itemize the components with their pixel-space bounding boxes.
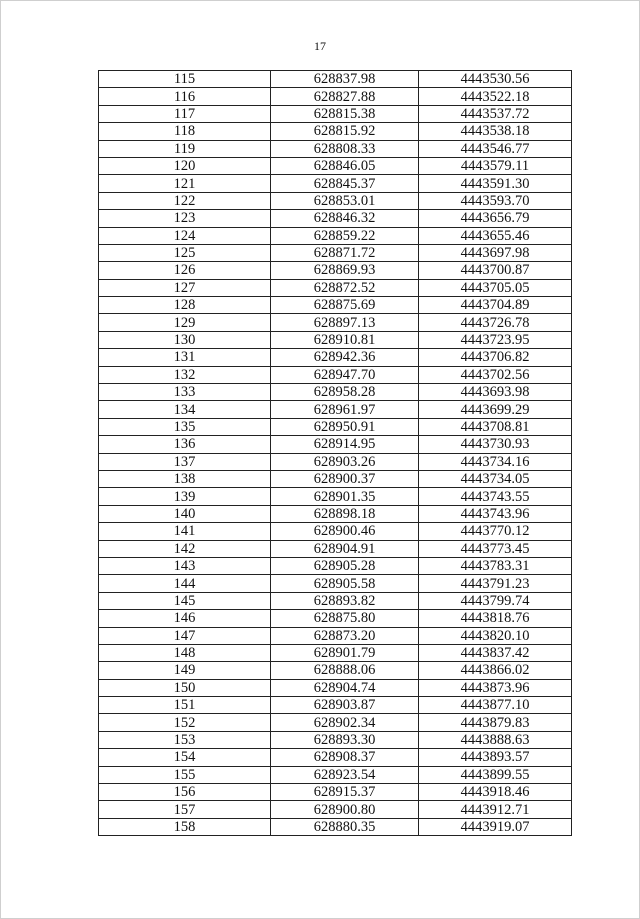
point-number-cell: 140 [99, 505, 271, 522]
point-number-cell: 145 [99, 592, 271, 609]
table-row [99, 210, 572, 227]
x-coordinate-cell: 628888.06 [271, 662, 419, 679]
x-coordinate-cell: 628897.13 [271, 314, 419, 331]
table-row [99, 575, 572, 592]
page-number: 17 [314, 39, 326, 53]
y-coordinate-cell: 4443705.05 [419, 279, 572, 296]
point-number-cell: 116 [99, 88, 271, 105]
table-row [99, 279, 572, 296]
x-coordinate-cell: 628871.72 [271, 244, 419, 261]
y-coordinate-cell: 4443743.96 [419, 505, 572, 522]
y-coordinate-cell: 4443873.96 [419, 679, 572, 696]
y-coordinate-cell: 4443593.70 [419, 192, 572, 209]
table-row [99, 627, 572, 644]
x-coordinate-cell: 628859.22 [271, 227, 419, 244]
point-number-cell: 158 [99, 818, 271, 835]
x-coordinate-cell: 628808.33 [271, 140, 419, 157]
point-number-cell: 118 [99, 123, 271, 140]
y-coordinate-cell: 4443818.76 [419, 610, 572, 627]
x-coordinate-cell: 628908.37 [271, 749, 419, 766]
x-coordinate-cell: 628901.35 [271, 488, 419, 505]
x-coordinate-cell: 628915.37 [271, 784, 419, 801]
y-coordinate-cell: 4443773.45 [419, 540, 572, 557]
x-coordinate-cell: 628961.97 [271, 401, 419, 418]
table-row [99, 71, 572, 88]
y-coordinate-cell: 4443538.18 [419, 123, 572, 140]
x-coordinate-cell: 628900.37 [271, 470, 419, 487]
point-number-cell: 150 [99, 679, 271, 696]
x-coordinate-cell: 628846.05 [271, 157, 419, 174]
table-row [99, 557, 572, 574]
point-number-cell: 135 [99, 418, 271, 435]
x-coordinate-cell: 628827.88 [271, 88, 419, 105]
coordinates-table-body [99, 71, 572, 836]
x-coordinate-cell: 628947.70 [271, 366, 419, 383]
point-number-cell: 122 [99, 192, 271, 209]
point-number-cell: 138 [99, 470, 271, 487]
point-number-cell: 119 [99, 140, 271, 157]
x-coordinate-cell: 628837.98 [271, 71, 419, 88]
table-row [99, 766, 572, 783]
x-coordinate-cell: 628875.69 [271, 297, 419, 314]
y-coordinate-cell: 4443783.31 [419, 557, 572, 574]
table-row [99, 401, 572, 418]
y-coordinate-cell: 4443656.79 [419, 210, 572, 227]
table-row [99, 697, 572, 714]
x-coordinate-cell: 628880.35 [271, 818, 419, 835]
y-coordinate-cell: 4443743.55 [419, 488, 572, 505]
table-row [99, 801, 572, 818]
point-number-cell: 143 [99, 557, 271, 574]
y-coordinate-cell: 4443546.77 [419, 140, 572, 157]
y-coordinate-cell: 4443579.11 [419, 157, 572, 174]
point-number-cell: 152 [99, 714, 271, 731]
point-number-cell: 129 [99, 314, 271, 331]
x-coordinate-cell: 628900.80 [271, 801, 419, 818]
table-row [99, 644, 572, 661]
y-coordinate-cell: 4443700.87 [419, 262, 572, 279]
table-row [99, 105, 572, 122]
table-row [99, 331, 572, 348]
table-row [99, 488, 572, 505]
x-coordinate-cell: 628875.80 [271, 610, 419, 627]
y-coordinate-cell: 4443820.10 [419, 627, 572, 644]
table-row [99, 505, 572, 522]
y-coordinate-cell: 4443866.02 [419, 662, 572, 679]
table-row [99, 662, 572, 679]
point-number-cell: 141 [99, 523, 271, 540]
point-number-cell: 115 [99, 71, 271, 88]
point-number-cell: 124 [99, 227, 271, 244]
point-number-cell: 139 [99, 488, 271, 505]
x-coordinate-cell: 628942.36 [271, 349, 419, 366]
point-number-cell: 136 [99, 436, 271, 453]
x-coordinate-cell: 628914.95 [271, 436, 419, 453]
point-number-cell: 154 [99, 749, 271, 766]
table-row [99, 731, 572, 748]
y-coordinate-cell: 4443530.56 [419, 71, 572, 88]
y-coordinate-cell: 4443912.71 [419, 801, 572, 818]
y-coordinate-cell: 4443918.46 [419, 784, 572, 801]
table-row [99, 262, 572, 279]
table-row [99, 714, 572, 731]
y-coordinate-cell: 4443591.30 [419, 175, 572, 192]
point-number-cell: 120 [99, 157, 271, 174]
table-row [99, 88, 572, 105]
table-row [99, 175, 572, 192]
y-coordinate-cell: 4443730.93 [419, 436, 572, 453]
x-coordinate-cell: 628815.92 [271, 123, 419, 140]
point-number-cell: 149 [99, 662, 271, 679]
point-number-cell: 130 [99, 331, 271, 348]
point-number-cell: 117 [99, 105, 271, 122]
x-coordinate-cell: 628815.38 [271, 105, 419, 122]
table-row [99, 123, 572, 140]
point-number-cell: 127 [99, 279, 271, 296]
x-coordinate-cell: 628923.54 [271, 766, 419, 783]
x-coordinate-cell: 628950.91 [271, 418, 419, 435]
x-coordinate-cell: 628846.32 [271, 210, 419, 227]
y-coordinate-cell: 4443697.98 [419, 244, 572, 261]
x-coordinate-cell: 628853.01 [271, 192, 419, 209]
point-number-cell: 133 [99, 384, 271, 401]
table-row [99, 818, 572, 835]
x-coordinate-cell: 628905.58 [271, 575, 419, 592]
coordinates-table [98, 70, 572, 836]
table-row [99, 470, 572, 487]
table-row [99, 140, 572, 157]
y-coordinate-cell: 4443734.05 [419, 470, 572, 487]
table-row [99, 436, 572, 453]
y-coordinate-cell: 4443888.63 [419, 731, 572, 748]
point-number-cell: 148 [99, 644, 271, 661]
x-coordinate-cell: 628869.93 [271, 262, 419, 279]
x-coordinate-cell: 628893.82 [271, 592, 419, 609]
table-row [99, 592, 572, 609]
y-coordinate-cell: 4443723.95 [419, 331, 572, 348]
table-row [99, 418, 572, 435]
point-number-cell: 126 [99, 262, 271, 279]
point-number-cell: 137 [99, 453, 271, 470]
y-coordinate-cell: 4443893.57 [419, 749, 572, 766]
x-coordinate-cell: 628903.26 [271, 453, 419, 470]
x-coordinate-cell: 628958.28 [271, 384, 419, 401]
y-coordinate-cell: 4443522.18 [419, 88, 572, 105]
point-number-cell: 142 [99, 540, 271, 557]
y-coordinate-cell: 4443706.82 [419, 349, 572, 366]
x-coordinate-cell: 628900.46 [271, 523, 419, 540]
y-coordinate-cell: 4443879.83 [419, 714, 572, 731]
x-coordinate-cell: 628872.52 [271, 279, 419, 296]
table-row [99, 453, 572, 470]
point-number-cell: 125 [99, 244, 271, 261]
y-coordinate-cell: 4443702.56 [419, 366, 572, 383]
point-number-cell: 156 [99, 784, 271, 801]
point-number-cell: 123 [99, 210, 271, 227]
table-row [99, 540, 572, 557]
table-row [99, 610, 572, 627]
table-row [99, 227, 572, 244]
table-row [99, 192, 572, 209]
point-number-cell: 157 [99, 801, 271, 818]
point-number-cell: 128 [99, 297, 271, 314]
point-number-cell: 132 [99, 366, 271, 383]
y-coordinate-cell: 4443693.98 [419, 384, 572, 401]
y-coordinate-cell: 4443655.46 [419, 227, 572, 244]
point-number-cell: 144 [99, 575, 271, 592]
point-number-cell: 134 [99, 401, 271, 418]
x-coordinate-cell: 628845.37 [271, 175, 419, 192]
y-coordinate-cell: 4443708.81 [419, 418, 572, 435]
y-coordinate-cell: 4443726.78 [419, 314, 572, 331]
y-coordinate-cell: 4443537.72 [419, 105, 572, 122]
point-number-cell: 131 [99, 349, 271, 366]
y-coordinate-cell: 4443704.89 [419, 297, 572, 314]
point-number-cell: 147 [99, 627, 271, 644]
table-row [99, 784, 572, 801]
point-number-cell: 121 [99, 175, 271, 192]
x-coordinate-cell: 628873.20 [271, 627, 419, 644]
x-coordinate-cell: 628902.34 [271, 714, 419, 731]
x-coordinate-cell: 628905.28 [271, 557, 419, 574]
table-row [99, 314, 572, 331]
point-number-cell: 151 [99, 697, 271, 714]
y-coordinate-cell: 4443877.10 [419, 697, 572, 714]
y-coordinate-cell: 4443734.16 [419, 453, 572, 470]
x-coordinate-cell: 628910.81 [271, 331, 419, 348]
table-row [99, 523, 572, 540]
x-coordinate-cell: 628903.87 [271, 697, 419, 714]
point-number-cell: 153 [99, 731, 271, 748]
table-row [99, 384, 572, 401]
table-row [99, 366, 572, 383]
table-row [99, 297, 572, 314]
point-number-cell: 146 [99, 610, 271, 627]
x-coordinate-cell: 628898.18 [271, 505, 419, 522]
x-coordinate-cell: 628904.91 [271, 540, 419, 557]
y-coordinate-cell: 4443919.07 [419, 818, 572, 835]
x-coordinate-cell: 628893.30 [271, 731, 419, 748]
table-row [99, 349, 572, 366]
y-coordinate-cell: 4443799.74 [419, 592, 572, 609]
table-row [99, 679, 572, 696]
y-coordinate-cell: 4443837.42 [419, 644, 572, 661]
table-row [99, 244, 572, 261]
y-coordinate-cell: 4443899.55 [419, 766, 572, 783]
x-coordinate-cell: 628904.74 [271, 679, 419, 696]
y-coordinate-cell: 4443699.29 [419, 401, 572, 418]
point-number-cell: 155 [99, 766, 271, 783]
y-coordinate-cell: 4443791.23 [419, 575, 572, 592]
table-row [99, 749, 572, 766]
y-coordinate-cell: 4443770.12 [419, 523, 572, 540]
x-coordinate-cell: 628901.79 [271, 644, 419, 661]
table-row [99, 157, 572, 174]
